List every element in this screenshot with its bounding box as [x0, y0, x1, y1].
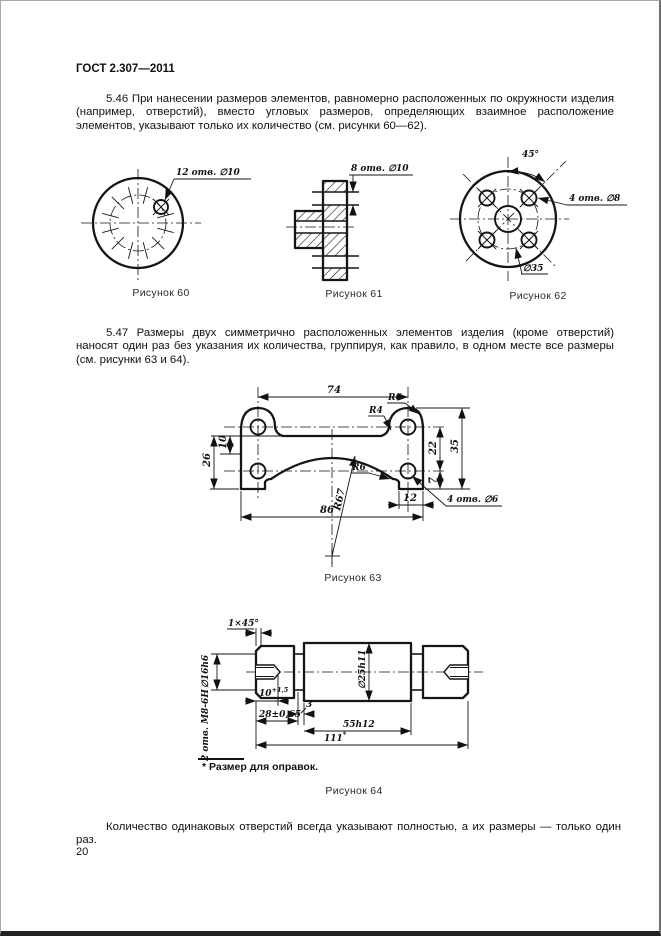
svg-text:22: 22	[428, 441, 439, 455]
fig64-chamfer-dim	[227, 619, 272, 646]
figure-60-drawing	[73, 153, 273, 293]
figure-62-drawing	[436, 141, 631, 286]
page-number: 20	[76, 846, 89, 858]
figure-64-drawing	[191, 613, 491, 765]
fig64-thread-label: 2 отв. М8-6Н	[201, 689, 211, 761]
fig62-holes-label: 4 отв. ∅8	[569, 194, 621, 204]
svg-text:35: 35	[450, 439, 461, 453]
svg-text:∅16h6: ∅16h6	[201, 654, 211, 688]
closing-paragraph: Количество одинаковых отверстий всегда указывают полностью, а их размеры — только один раз.	[76, 821, 621, 847]
paragraph-5-46: 5.46 При нанесении размеров элементов, равномерно расположенных по окружности изделия (например, отверстий), вместо угловых размеров, определяющих взаимное расположение элементов, указывают только их количество (см. рисунки 60—62).	[76, 93, 614, 132]
fig63-left-dims	[202, 435, 283, 489]
svg-text:1×45°: 1×45°	[228, 619, 259, 629]
figure-61-drawing	[281, 153, 441, 287]
figure-60-caption: Рисунок 60	[132, 287, 190, 299]
fig63-dim-74	[258, 385, 408, 397]
svg-text:26: 26	[202, 453, 213, 467]
paragraph-5-47: 5.47 Размеры двух симметрично расположенных элементов изделия (кроме отверстий) наносят один раз без указания их количества, группируя, как правило, в одном месте все размеры (см. рисунки 63 и 64).	[76, 327, 614, 366]
svg-text:74: 74	[327, 385, 341, 396]
svg-text:55h12: 55h12	[343, 720, 375, 730]
fig60-hole	[153, 199, 169, 215]
svg-text:∅25h11: ∅25h11	[358, 649, 368, 689]
fig64-dim-55	[304, 703, 411, 735]
svg-text:12: 12	[403, 493, 417, 504]
svg-text:4 отв. ∅6: 4 отв. ∅6	[447, 495, 499, 505]
svg-text:R4: R4	[369, 406, 383, 416]
fig61-feature-edges	[295, 192, 359, 268]
figure-61-caption: Рисунок 61	[325, 288, 383, 300]
svg-text:28±0,65: 28±0,65	[259, 710, 301, 720]
svg-text:R6: R6	[388, 393, 402, 403]
fig63-dim-12	[388, 491, 434, 509]
figure-63-caption: Рисунок 63	[324, 572, 382, 584]
fig61-holes-label: 8 отв. ∅10	[351, 164, 409, 174]
figure-63-drawing	[184, 379, 504, 579]
fig64-right-bore	[444, 665, 468, 679]
fig61-leader	[349, 175, 413, 214]
svg-text:7: 7	[428, 477, 439, 484]
fig62-centerlines	[450, 157, 569, 281]
figure-62-caption: Рисунок 62	[509, 290, 567, 302]
svg-text:R6: R6	[352, 463, 366, 473]
fig62-angle-dim-arc	[508, 172, 545, 182]
fig61-hatching	[295, 181, 347, 280]
fig64-left-bore	[256, 665, 280, 679]
fig62-angle-label: 45°	[522, 150, 540, 160]
fig60-holes-label: 12 отв. ∅10	[176, 168, 240, 178]
fig64-dim-28	[256, 692, 301, 749]
document-title: ГОСТ 2.307—2011	[76, 63, 175, 75]
svg-text:R67: R67	[332, 487, 348, 512]
figure-64-caption: Рисунок 64	[325, 785, 383, 797]
fig63-holes-leader	[412, 476, 502, 506]
fig61-body-outline	[323, 181, 347, 280]
fig60-leader	[165, 179, 251, 200]
footnote-rule	[198, 758, 244, 760]
svg-text:10: 10	[218, 435, 229, 449]
svg-text:3: 3	[306, 700, 313, 710]
fig64-dia25-dim	[358, 643, 369, 701]
svg-text:111*: 111*	[324, 730, 347, 744]
fig62-dia-label: ∅35	[523, 264, 544, 274]
figure-64-footnote: * Размер для оправок.	[202, 761, 319, 773]
svg-text:10+1,5: $10^{+1,5}$	[259, 686, 289, 699]
svg-text:86: 86	[320, 505, 334, 516]
